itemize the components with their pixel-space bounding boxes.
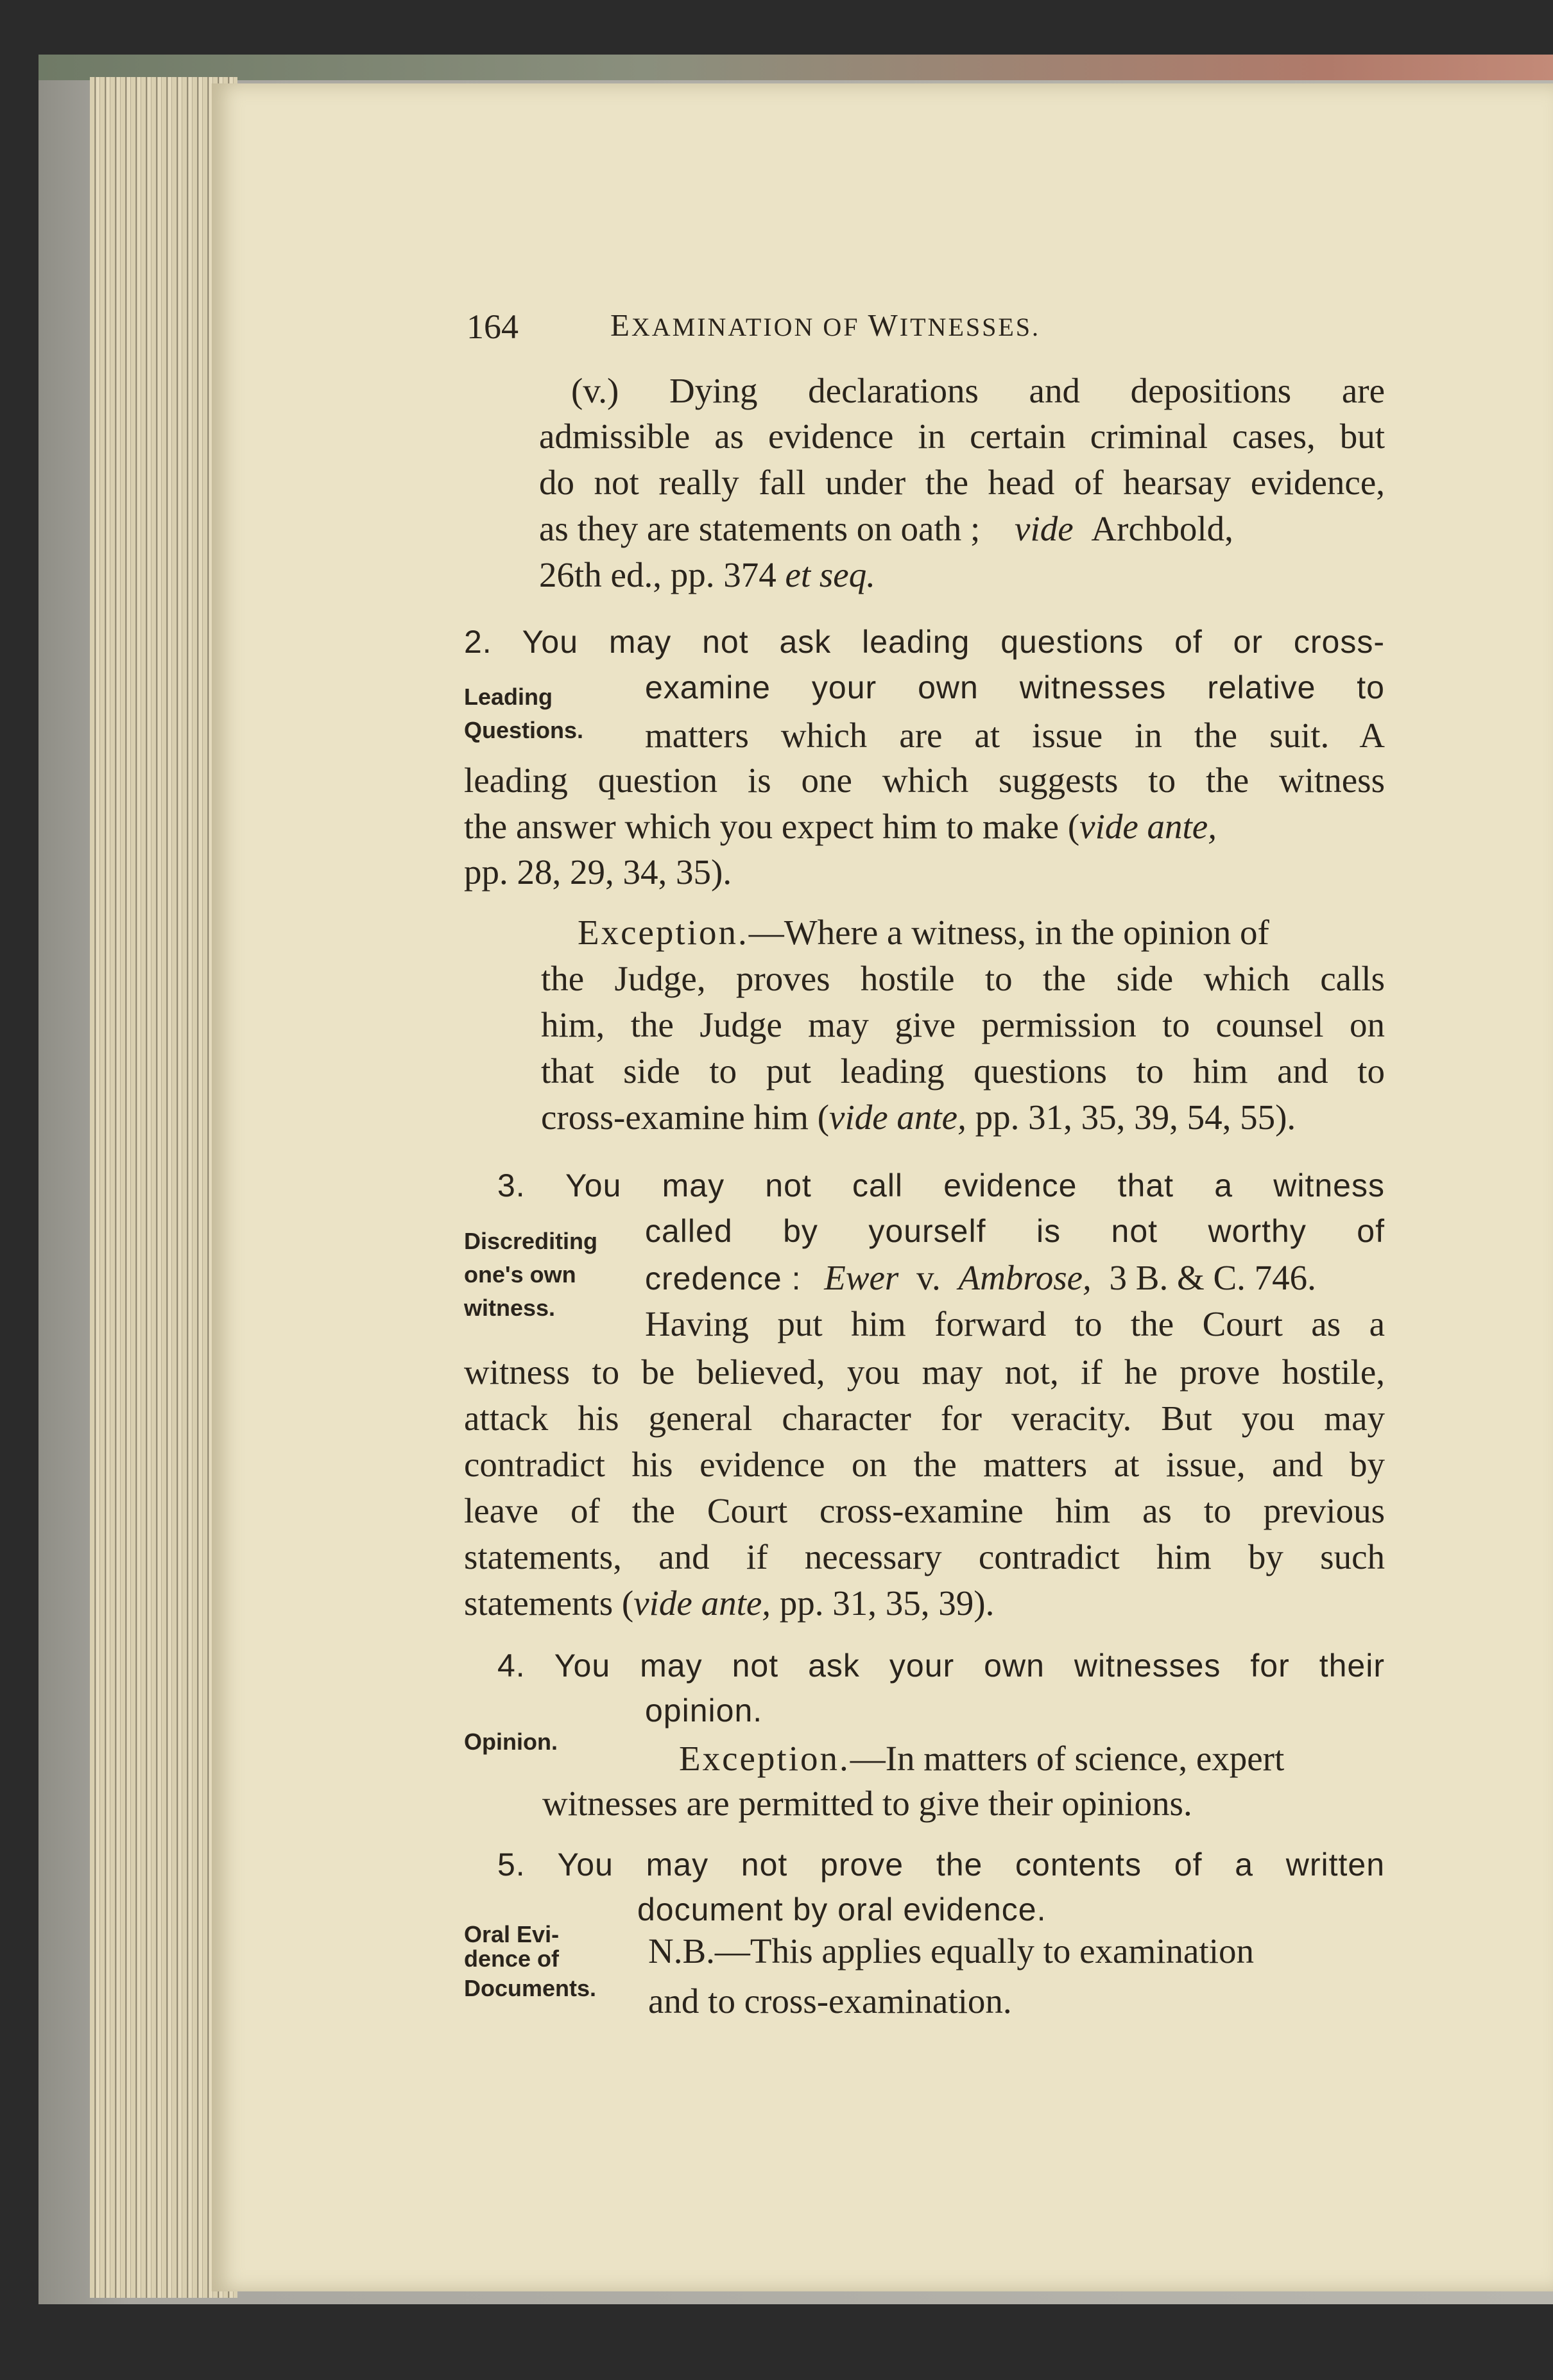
text-line: (v.) Dying declarations and depositions are bbox=[571, 371, 1385, 410]
rule-heading: 2. You may not ask leading questions of or cross- bbox=[464, 624, 1385, 660]
text-line: leading question is one which suggests to the witness bbox=[464, 761, 1385, 800]
text-line: 26th ed., pp. 374 et seq. bbox=[539, 555, 875, 594]
text-line: the answer which you expect him to make (vide ante, bbox=[464, 807, 1217, 846]
page-number: 164 bbox=[467, 307, 519, 346]
text-line: leave of the Court cross-examine him as to previous bbox=[464, 1491, 1385, 1530]
rule-heading: called by yourself is not worthy of bbox=[645, 1213, 1385, 1249]
rule-heading: 4. You may not ask your own witnesses for their bbox=[497, 1648, 1385, 1684]
rule-heading: 5. You may not prove the contents of a written bbox=[497, 1847, 1385, 1883]
text-line: contradict his evidence on the matters at issue, and by bbox=[464, 1445, 1385, 1484]
side-note-opinion: Opinion. bbox=[464, 1729, 558, 1755]
text-line: witnesses are permitted to give their opinions. bbox=[542, 1784, 1192, 1823]
text-line: credence : Ewer v. Ambrose, 3 B. & C. 746. bbox=[645, 1258, 1316, 1297]
text-line: as they are statements on oath ; vide Archbold, bbox=[539, 509, 1233, 548]
text-line: and to cross-examination. bbox=[648, 1981, 1012, 2021]
book-spine-edge bbox=[39, 55, 1553, 80]
text-line: the Judge, proves hostile to the side which calls bbox=[541, 959, 1385, 998]
side-note-oral-evidence: Oral Evi- dence of Documents. bbox=[464, 1921, 597, 2001]
side-note-leading-questions: Leading Questions. bbox=[464, 684, 584, 744]
text-line: N.B.—This applies equally to examination bbox=[648, 1931, 1254, 1970]
text-line: cross-examine him (vide ante, pp. 31, 35, 39, 54, 55). bbox=[541, 1098, 1296, 1137]
running-header: EXAMINATION OF WITNESSES. bbox=[610, 307, 1041, 343]
text-line: admissible as evidence in certain criminal cases, but bbox=[539, 417, 1385, 456]
text-line: do not really fall under the head of hearsay evidence, bbox=[539, 463, 1385, 502]
rule-heading: 3. You may not call evidence that a witness bbox=[497, 1168, 1385, 1203]
text-line: statements (vide ante, pp. 31, 35, 39). bbox=[464, 1583, 995, 1623]
text-line: matters which are at issue in the suit. A bbox=[645, 716, 1385, 755]
rule-heading: document by oral evidence. bbox=[637, 1892, 1047, 1927]
text-line: that side to put leading questions to him and to bbox=[541, 1051, 1385, 1091]
rule-heading: opinion. bbox=[645, 1693, 763, 1729]
exception-line: Exception.—Where a witness, in the opinion of bbox=[578, 913, 1269, 952]
text-line: witness to be believed, you may not, if he prove hostile, bbox=[464, 1352, 1385, 1392]
rule-heading: examine your own witnesses relative to bbox=[645, 669, 1385, 705]
text-line: him, the Judge may give permission to counsel on bbox=[541, 1005, 1385, 1044]
text-line: Having put him forward to the Court as a bbox=[645, 1304, 1385, 1343]
side-note-discrediting: Discrediting one's own witness. bbox=[464, 1228, 598, 1322]
text-line: pp. 28, 29, 34, 35). bbox=[464, 852, 732, 892]
exception-line: Exception.—In matters of science, expert bbox=[679, 1739, 1285, 1778]
text-line: statements, and if necessary contradict him by such bbox=[464, 1537, 1385, 1576]
text-line: attack his general character for veracity. But you may bbox=[464, 1399, 1385, 1438]
